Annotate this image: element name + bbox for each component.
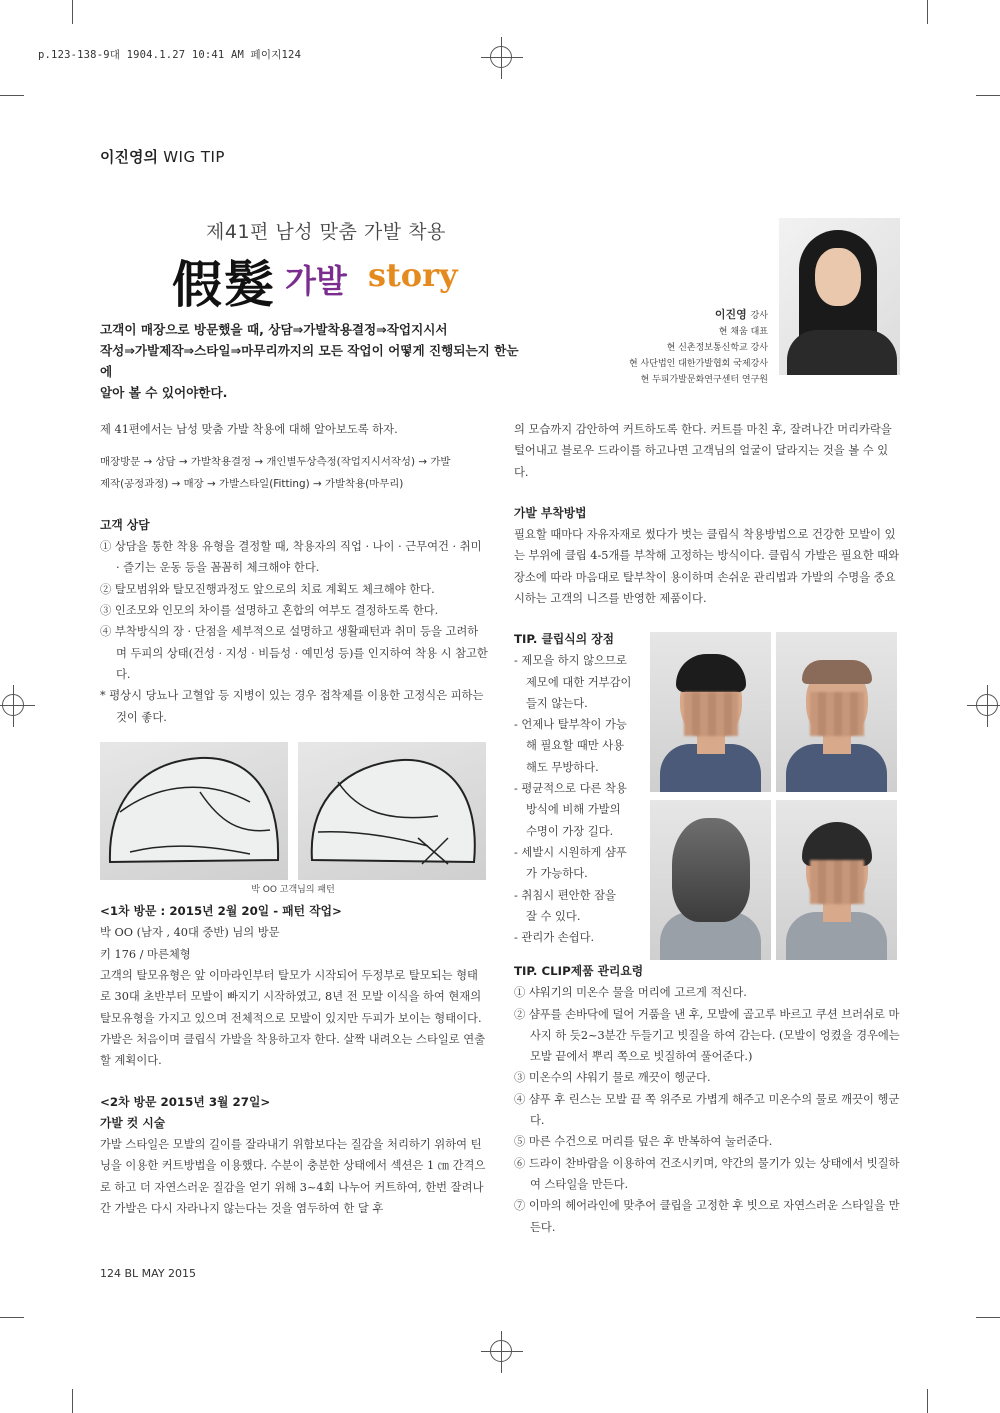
tip1-line: 가 가능하다. (526, 867, 588, 881)
title-korean: 가발 (285, 262, 347, 300)
consult-item: ④ 부착방식의 장 · 단점을 세부적으로 설명하고 생활패턴과 취미 등을 고려하며 두피의 상태(건성 · 지성 · 비듬성 · 예민성 등)를 인지하여 착용 시 참고한다. (100, 625, 488, 681)
pattern-caption: 박 OO 고객님의 패턴 (251, 884, 335, 895)
visit1-line: 박 OO (남자 , 40대 중반) 님의 방문 (100, 926, 280, 940)
tip2-item: ③ 미온수의 샤워기 물로 깨끗이 헹군다. (514, 1071, 711, 1085)
tip1-line: 해도 무방하다. (526, 760, 599, 774)
author-line: 현 신촌정보통신학교 강사 (666, 343, 768, 353)
tip2-item: ⑤ 마른 수건으로 머리를 덮은 후 반복하여 눌러준다. (514, 1135, 773, 1149)
visit1-body: 고객의 탈모유형은 앞 이마라인부터 탈모가 시작되어 두정부로 탈모되는 형태로 30대 초반부터 모발이 빠지기 시작하였고, 8년 전 모발 이식을 하여 현재의 탈모유형을 가지고 있으며 전체적으로 모발이 있지만 두피가 보이는 형태이다. 가발은 처음이며 클립식 가발을 착용하고자 한다. 살짝 내려오는 스타일로 연출 할 계획이다. (100, 969, 486, 1068)
crop-mark (72, 0, 73, 24)
page-footer: 124 BL MAY 2015 (100, 1267, 197, 1280)
tip1-line: 잘 수 있다. (526, 909, 581, 923)
wig-pattern-photo (100, 742, 288, 880)
tip2-item: ⑥ 드라이 찬바람을 이용하여 건조시키며, 약간의 물기가 있는 상태에서 빗질하여 스타일을 만든다. (514, 1156, 900, 1191)
right-column (514, 419, 900, 609)
customer-photo-side (776, 800, 897, 960)
section-tip: WIG TIP (163, 148, 225, 166)
tip1-line: - 평균적으로 다른 착용 (514, 782, 627, 796)
crop-mark (976, 1317, 1000, 1318)
lead-line: 알아 볼 수 있어야한다. (100, 385, 228, 400)
registration-mark-icon (2, 694, 24, 716)
crop-mark (976, 95, 1000, 96)
crop-mark (0, 95, 24, 96)
author-name: 이진영 (714, 308, 747, 321)
process-flow (100, 452, 488, 495)
tip2-item: ① 샤워기의 미온수 물을 머리에 고르게 적신다. (514, 986, 747, 1000)
tip2-heading: TIP. CLIP제품 관리요령 (514, 964, 644, 978)
registration-mark-icon (490, 1340, 512, 1362)
visit1-heading: <1차 방문 : 2015년 2월 20일 - 패턴 작업> (100, 904, 342, 919)
before-after-photos (650, 632, 900, 962)
tip2-item: ⑦ 이마의 헤어라인에 맞추어 클립을 고정한 후 빗으로 자연스러운 스타일을 만든다. (514, 1199, 900, 1234)
registration-mark-icon (976, 694, 998, 716)
tip1-line: 수명이 가장 길다. (526, 824, 614, 838)
tip1-line: 해 필요할 때만 사용 (526, 739, 625, 753)
wig-pattern-drawing (100, 742, 288, 880)
tip2-box (514, 961, 900, 1238)
customer-photo-after-front (650, 632, 771, 792)
author-photo (779, 218, 900, 375)
crop-mark (0, 1317, 24, 1318)
lead-line: 고객이 매장으로 방문했을 때, 상담⇒가발착용결정⇒작업지시서 (100, 322, 448, 337)
attach-heading: 가발 부착방법 (514, 505, 587, 520)
customer-photo-back (650, 800, 771, 960)
customer-photo-before-front (776, 632, 897, 792)
consult-item: ③ 인조모와 인모의 차이를 설명하고 혼합의 여부도 결정하도록 한다. (100, 604, 439, 618)
cut-body-continued: 의 모습까지 감안하여 커트하도록 한다. 커트를 마친 후, 잘려나간 머리카락을 털어내고 블로우 드라이를 하고나면 고객님의 얼굴이 달라지는 것을 볼 수 있다. (514, 423, 892, 479)
author-role: 강사 (750, 311, 768, 321)
tip2-item: ② 샴푸를 손바닥에 덜어 거품을 낸 후, 모발에 골고루 바르고 쿠션 브러쉬로 마사지 하 듯2~3분간 두들기고 빗질을 하여 감는다. (모발이 엉켰을 경우에는 모발 끝에서 뿌리 쪽으로 빗질하여 풀어준다.) (514, 1007, 900, 1064)
author-bio (629, 307, 768, 388)
title-hanja: 假髮 (172, 255, 276, 314)
crop-mark (927, 0, 928, 24)
author-line: 현 채움 대표 (718, 327, 768, 337)
wig-pattern-photo (298, 742, 486, 880)
attach-body: 필요할 때마다 자유자재로 썼다가 벗는 클립식 착용방법으로 건강한 모발이 있는 부위에 클립 4-5개를 부착해 고정하는 방식이다. 클립식 가발은 필요한 때와 장소에 따라 마음대로 탈부착이 용이하며 손쉬운 관리법과 가발의 수명을 중요시하는 고객의 니즈를 반영한 제품이다. (514, 528, 900, 606)
tip1-line: - 제모을 하지 않으므로 (514, 654, 627, 668)
crop-mark (72, 1389, 73, 1413)
left-column (100, 419, 488, 1219)
lead-line: 작성⇒가발제작⇒스타일⇒마무리까지의 모든 작업이 어떻게 진행되는지 한눈에 (100, 343, 519, 379)
tip1-line: 방식에 비해 가발의 (526, 803, 621, 817)
title-story: story (368, 256, 458, 294)
author-line: 현 사단법인 대한가발협회 국제강사 (629, 359, 768, 369)
tip1-line: - 언제나 탈부착이 가능 (514, 718, 627, 732)
print-slug: p.123-138-9대 1904.1.27 10:41 AM 페이지124 (38, 49, 302, 61)
tip1-line: - 취침시 편안한 잠을 (514, 888, 616, 902)
visit2-heading: <2차 방문 2015년 3월 27일> (100, 1094, 271, 1109)
tip1-line: - 관리가 손쉽다. (514, 931, 595, 945)
author-line: 현 두피가발문화연구센터 연구원 (640, 375, 768, 385)
cut-heading: 가발 컷 시술 (100, 1115, 166, 1130)
section-label (100, 146, 225, 167)
wig-pattern-drawing (298, 742, 486, 880)
consult-note: * 평상시 당뇨나 고혈압 등 지병이 있는 경우 접착제를 이용한 고정식은 피하는 것이 좋다. (100, 689, 484, 724)
tip2-item: ④ 샴푸 후 린스는 모발 끝 쪽 위주로 가볍게 해주고 미온수의 물로 깨끗이 헹군다. (514, 1092, 900, 1128)
consult-item: ② 탈모범위와 탈모진행과정도 앞으로의 치료 계획도 체크해야 한다. (100, 582, 435, 596)
process-flow-line: 매장방문 → 상담 → 가발착용결정 → 개인별두상측정(작업지시서작성) → 가발 (100, 456, 451, 469)
tip1-line: 제모에 대한 거부감이 (526, 675, 632, 689)
process-flow-line: 제작(공정과정) → 매장 → 가발스타일(Fitting) → 가발착용(마무리) (100, 477, 404, 490)
tip1-box (514, 629, 646, 948)
tip1-line: 들지 않는다. (526, 696, 588, 710)
tip1-line: - 세발시 시원하게 샴푸 (514, 845, 627, 859)
cut-body: 가발 스타일은 모발의 길이를 잘라내기 위함보다는 질감을 처리하기 위하여 틴닝을 이용한 커트방법을 이용했다. 수분이 충분한 상태에서 섹션은 1 ㎝ 간격으로 하고 더 자연스러운 질감을 얻기 위해 3~4회 나누어 커트하여, 한번 잘려나간 가발은 다시 자라나지 않는다는 것을 염두하여 한 달 후 (100, 1138, 486, 1216)
section-name: 이진영의 (100, 148, 158, 166)
registration-mark-icon (490, 46, 512, 68)
consult-item: ① 상담을 통한 착용 유형을 결정할 때, 착용자의 직업 · 나이 · 근무여건 · 취미 · 즐기는 운동 등을 꼼꼼히 체크해야 한다. (100, 540, 482, 575)
pattern-photos (100, 742, 486, 880)
crop-mark (927, 1389, 928, 1413)
consult-heading: 고객 상담 (100, 517, 150, 532)
intro-text: 제 41편에서는 남성 맞춤 가발 착용에 대해 알아보도록 하자. (100, 423, 398, 436)
lead-paragraph (100, 319, 530, 403)
tip1-heading: TIP. 클립식의 장점 (514, 632, 614, 646)
visit1-line: 키 176 / 마른체형 (100, 947, 191, 961)
article-subtitle: 제41편 남성 맞춤 가발 착용 (206, 221, 446, 243)
